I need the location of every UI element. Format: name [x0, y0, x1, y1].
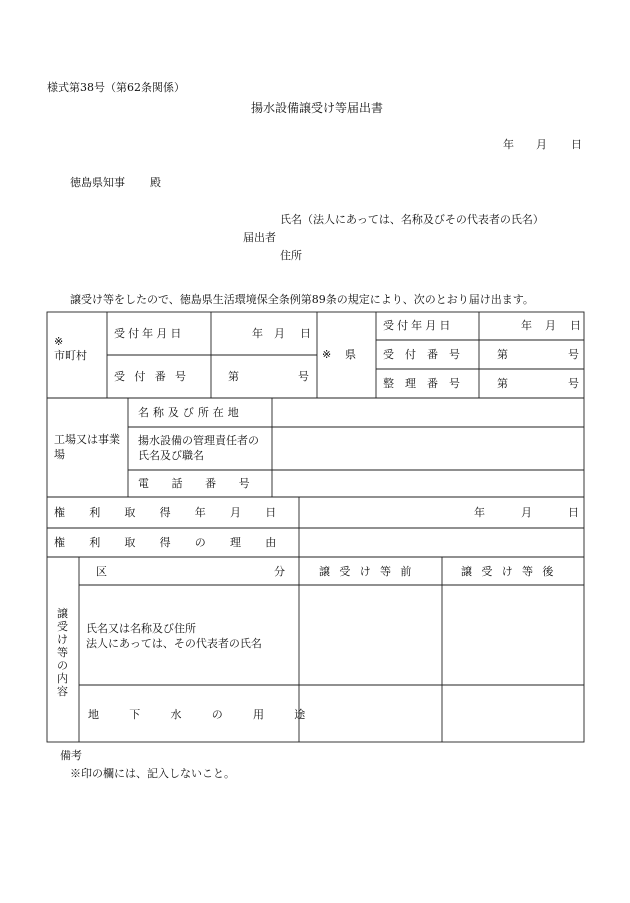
- pref-label: 県: [345, 348, 356, 361]
- honorific: 殿: [150, 176, 161, 189]
- transfer-after-header: 譲受け等後: [461, 565, 563, 578]
- transfer-category-label-end: 分: [274, 565, 285, 578]
- pref-received-number-prefix: 第: [497, 348, 508, 361]
- city-number-suffix: 号: [298, 370, 309, 383]
- pref-management-number-label: 整理番号: [383, 377, 471, 390]
- facility-phone-label: 電話番号: [138, 477, 273, 490]
- statement: 譲受け等をしたので、徳島県生活環境保全条例第89条の規定により、次のとおり届け出ます。: [70, 293, 534, 306]
- facility-name-address-label: 名称及び所在地: [138, 406, 243, 419]
- rights-month: 月: [521, 506, 532, 519]
- rights-day: 日: [568, 506, 579, 519]
- pref-received-month: 月: [545, 319, 556, 332]
- pref-received-number-label: 受付番号: [383, 348, 471, 361]
- transfer-name-label-line2: 法人にあっては、その代表者の氏名: [86, 637, 262, 650]
- facility-label: 工場又は事業場: [54, 433, 120, 461]
- transfer-label: 譲受け等の内容: [57, 607, 68, 698]
- form-number: 様式第38号（第62条関係）: [47, 81, 185, 94]
- transfer-groundwater-use-label: 地下水の用途: [88, 708, 336, 721]
- pref-management-number-suffix: 号: [568, 377, 579, 390]
- pref-received-number-suffix: 号: [568, 348, 579, 361]
- form-title: 揚水設備譲受け等届出書: [251, 101, 384, 115]
- pref-management-number-prefix: 第: [497, 377, 508, 390]
- applicant-name-label: 氏名（法人にあっては、名称及びその代表者の氏名）: [280, 213, 544, 226]
- rights-date-label: 権利取得年月日: [54, 506, 301, 519]
- applicant-address-label: 住所: [280, 249, 302, 262]
- notes-heading: 備考: [60, 749, 82, 762]
- city-received-day: 日: [300, 327, 311, 340]
- addressee: 徳島県知事: [70, 176, 125, 189]
- pref-received-date-label: 受付年月日: [383, 319, 454, 332]
- city-received-date-label: 受付年月日: [114, 327, 185, 340]
- facility-manager-label-line1: 揚水設備の管理責任者の: [138, 434, 259, 447]
- city-mark: ※: [54, 335, 64, 348]
- pref-received-year: 年: [521, 319, 532, 332]
- city-received-number-label: 受付番号: [114, 370, 196, 383]
- city-number-prefix: 第: [228, 370, 239, 383]
- date-day: 日: [571, 138, 582, 151]
- transfer-category-label: 区: [96, 565, 107, 578]
- rights-year: 年: [474, 506, 485, 519]
- transfer-before-header: 譲受け等前: [319, 565, 421, 578]
- rights-reason-label: 権利取得の理由: [54, 536, 301, 549]
- city-label: 市町村: [54, 349, 87, 362]
- city-received-month: 月: [274, 327, 285, 340]
- pref-mark: ※: [322, 348, 332, 361]
- notes-line1: ※印の欄には、記入しないこと。: [70, 767, 235, 780]
- pref-received-day: 日: [570, 319, 581, 332]
- applicant-label: 届出者: [243, 231, 276, 244]
- city-received-year: 年: [252, 327, 263, 340]
- date-month: 月: [536, 138, 547, 151]
- date-year: 年: [503, 138, 514, 151]
- transfer-name-label-line1: 氏名又は名称及び住所: [86, 622, 196, 635]
- facility-manager-label-line2: 氏名及び職名: [138, 449, 204, 462]
